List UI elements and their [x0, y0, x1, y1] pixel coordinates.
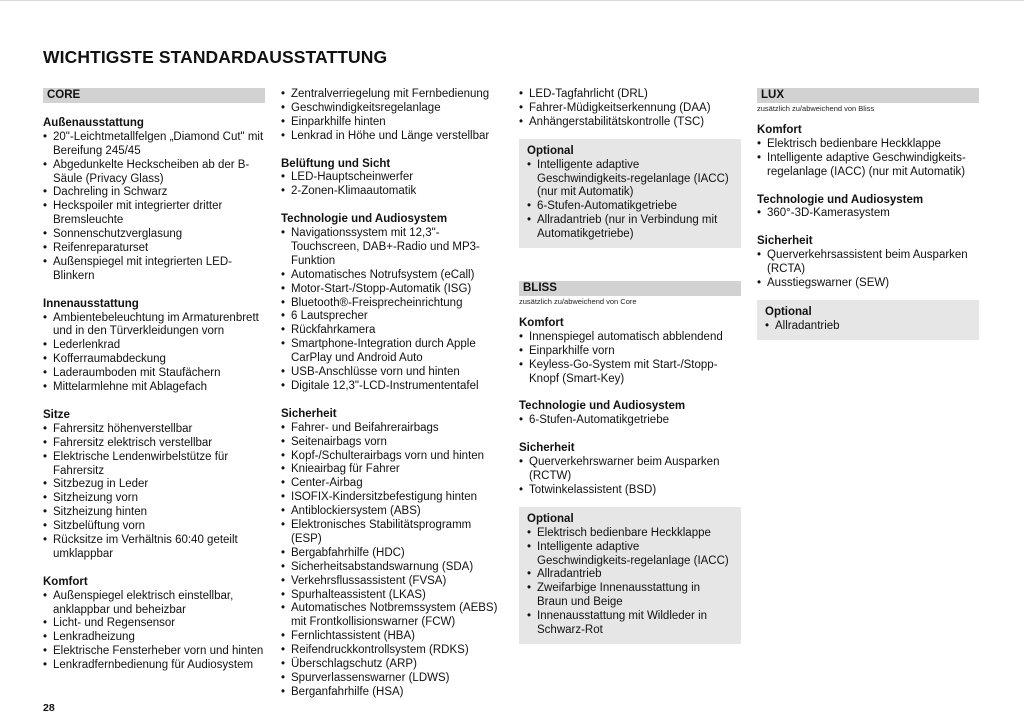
list-item: • Sicherheitsabstandswarnung (SDA): [281, 561, 503, 575]
feature-list: [519, 331, 741, 387]
lux-header: [757, 88, 979, 115]
list-item: • Zweifarbige Innenausstattung in Braun und Beige: [527, 582, 733, 610]
list-item: • Kopf-/Schulterairbags vorn und hinten: [281, 450, 503, 464]
feature-list: [519, 414, 741, 428]
trim-label-core: CORE: [43, 88, 265, 103]
list-item: • Knieairbag für Fahrer: [281, 463, 503, 477]
list-item: • USB-Anschlüsse vorn und hinten: [281, 366, 503, 380]
feature-list: [527, 527, 733, 638]
list-item: • 20"-Leichtmetallfelgen „Diamond Cut" mit Bereifung 245/45: [43, 131, 265, 159]
list-item: • Fahrer- und Beifahrerairbags: [281, 422, 503, 436]
section-heading: Sicherheit: [281, 407, 337, 420]
list-item: • 360°-3D-Kamerasystem: [757, 207, 979, 221]
page-number: 28: [43, 702, 55, 714]
list-item: • Motor-Start-/Stopp-Automatik (ISG): [281, 283, 503, 297]
section-sicherheit: [281, 408, 503, 700]
list-item: • Fahrersitz höhenverstellbar: [43, 423, 265, 437]
list-item: • Ausstiegswarner (SEW): [757, 277, 979, 291]
list-item: • Sitzheizung vorn: [43, 492, 265, 506]
optional-box-core: [519, 139, 741, 248]
list-item: • ISOFIX-Kindersitzbefestigung hinten: [281, 491, 503, 505]
section-heading: Technologie und Audiosystem: [757, 193, 924, 206]
list-item: • 6-Stufen-Automatikgetriebe: [519, 414, 741, 428]
feature-list: [281, 88, 503, 144]
list-item: • Lederlenkrad: [43, 339, 265, 353]
feature-list: [281, 422, 503, 700]
list-item: • Reifenreparaturset: [43, 242, 265, 256]
feature-list: [519, 456, 741, 498]
list-item: • Querverkehrswarner beim Ausparken (RCTW): [519, 456, 741, 484]
list-item: • LED-Hauptscheinwerfer: [281, 171, 503, 185]
list-item: • Allradantrieb: [527, 568, 733, 582]
bliss-header: [519, 281, 741, 308]
list-item: • Lenkradheizung: [43, 631, 265, 645]
list-item: • Antiblockiersystem (ABS): [281, 505, 503, 519]
trim-label-lux: LUX: [757, 88, 979, 103]
list-item: • Einparkhilfe vorn: [519, 345, 741, 359]
list-item: • Intelligente adaptive Geschwindigkeits-regelanlage (IACC) (nur mit Automatik): [757, 152, 979, 180]
list-item: • Überschlagschutz (ARP): [281, 658, 503, 672]
list-item: • Sitzheizung hinten: [43, 506, 265, 520]
list-item: • Sonnenschutzverglasung: [43, 228, 265, 242]
list-item: • Laderaumboden mit Staufächern: [43, 367, 265, 381]
section-heading: Komfort: [519, 317, 564, 330]
list-item: • Anhängerstabilitätskontrolle (TSC): [519, 116, 741, 130]
feature-list: [43, 312, 265, 395]
optional-heading: Optional: [527, 144, 574, 157]
section-sicherheit-continued: [519, 88, 741, 130]
feature-list: [281, 171, 503, 199]
list-item: • Elektrische Lendenwirbelstütze für Fahrersitz: [43, 451, 265, 479]
list-item: • Zentralverriegelung mit Fernbedienung: [281, 88, 503, 102]
section-aussenausstattung: [43, 117, 265, 284]
section-lux-sicherheit: [757, 235, 979, 291]
list-item: • Spurverlassenswarner (LDWS): [281, 672, 503, 686]
list-item: • Fahrer-Müdigkeitserkennung (DAA): [519, 102, 741, 116]
list-item: • Totwinkelassistent (BSD): [519, 484, 741, 498]
section-bliss-sicherheit: [519, 442, 741, 498]
list-item: • Außenspiegel elektrisch einstellbar, anklappbar und beheizbar: [43, 590, 265, 618]
feature-list: [43, 590, 265, 673]
list-item: • 6-Stufen-Automatikgetriebe: [527, 200, 733, 214]
list-item: • Fernlichtassistent (HBA): [281, 630, 503, 644]
section-bliss-komfort: [519, 317, 741, 387]
optional-heading: Optional: [527, 512, 574, 525]
list-item: • Dachreling in Schwarz: [43, 186, 265, 200]
section-bliss-technologie: [519, 400, 741, 428]
trim-note: zusätzlich zu/abweichend von Bliss: [757, 104, 875, 113]
list-item: • Lenkradfernbedienung für Audiosystem: [43, 659, 265, 673]
list-item: • Spurhalteassistent (LKAS): [281, 589, 503, 603]
trim-label-bliss: BLISS: [519, 281, 741, 296]
list-item: • Außenspiegel mit integrierten LED-Blinkern: [43, 256, 265, 284]
list-item: • Innenspiegel automatisch abblendend: [519, 331, 741, 345]
section-lux-technologie: [757, 194, 979, 222]
list-item: • Seitenairbags vorn: [281, 436, 503, 450]
list-item: • Heckspoiler mit integrierter dritter Bremsleuchte: [43, 200, 265, 228]
section-technologie: [281, 213, 503, 394]
feature-list: [757, 207, 979, 221]
list-item: • Sitzbelüftung vorn: [43, 520, 265, 534]
section-heading: Komfort: [757, 124, 802, 136]
list-item: • 2-Zonen-Klimaautomatik: [281, 185, 503, 199]
list-item: • Center-Airbag: [281, 477, 503, 491]
list-item: • Elektrische Fensterheber vorn und hinten: [43, 645, 265, 659]
list-item: • Sitzbezug in Leder: [43, 478, 265, 492]
section-heading: Sitze: [43, 408, 70, 421]
section-heading: Innenausstattung: [43, 297, 139, 310]
list-item: • Innenausstattung mit Wildleder in Schwarz-Rot: [527, 610, 733, 638]
top-rule: [0, 0, 1024, 1]
optional-box-bliss: [519, 507, 741, 644]
feature-list: [765, 320, 971, 334]
section-komfort: [43, 576, 265, 673]
section-heading: Belüftung und Sicht: [281, 157, 391, 170]
feature-list: [43, 131, 265, 284]
list-item: • Berganfahrhilfe (HSA): [281, 686, 503, 700]
list-item: • Allradantrieb: [765, 320, 971, 334]
list-item: • Fahrersitz elektrisch verstellbar: [43, 437, 265, 451]
list-item: • Reifendruckkontrollsystem (RDKS): [281, 644, 503, 658]
list-item: • Digitale 12,3"-LCD-Instrumententafel: [281, 380, 503, 394]
page-title: WICHTIGSTE STANDARDAUSSTATTUNG: [43, 47, 388, 67]
column-4: [757, 88, 979, 340]
list-item: • Automatisches Notbremssystem (AEBS) mit Frontkollisionswarner (FCW): [281, 602, 503, 630]
list-item: • Rücksitze im Verhältnis 60:40 geteilt umklappbar: [43, 534, 265, 562]
section-heading: Technologie und Audiosystem: [281, 213, 448, 226]
feature-list: [43, 423, 265, 562]
trim-note: zusätzlich zu/abweichend von Core: [519, 297, 637, 307]
list-item: • Rückfahrkamera: [281, 324, 503, 338]
feature-list: [281, 227, 503, 394]
optional-heading: Optional: [765, 305, 812, 318]
list-item: • Elektronisches Stabilitätsprogramm (ESP): [281, 519, 503, 547]
list-item: • Ambientebeleuchtung im Armaturenbrett und in den Türverkleidungen vorn: [43, 312, 265, 340]
list-item: • Abgedunkelte Heckscheiben ab der B-Säule (Privacy Glass): [43, 159, 265, 187]
list-item: • Bergabfahrhilfe (HDC): [281, 547, 503, 561]
list-item: • Bluetooth®-Freisprecheinrichtung: [281, 297, 503, 311]
list-item: • Elektrisch bedienbare Heckklappe: [527, 527, 733, 541]
section-sitze: [43, 409, 265, 562]
list-item: • Keyless-Go-System mit Start-/Stopp-Knopf (Smart-Key): [519, 359, 741, 387]
list-item: • Querverkehrsassistent beim Ausparken (RCTA): [757, 249, 979, 277]
list-item: • Navigationssystem mit 12,3"-Touchscreen, DAB+-Radio und MP3-Funktion: [281, 227, 503, 269]
list-item: • Elektrisch bedienbare Heckklappe: [757, 138, 979, 152]
column-1: [43, 88, 265, 673]
feature-list: [527, 159, 733, 242]
list-item: • Intelligente adaptive Geschwindigkeits-regelanlage (IACC): [527, 541, 733, 569]
column-2: [281, 88, 503, 700]
section-belueftung: [281, 158, 503, 200]
section-lux-komfort: [757, 124, 979, 180]
section-innenausstattung: [43, 298, 265, 395]
list-item: • Allradantrieb (nur in Verbindung mit Automatikgetriebe): [527, 214, 733, 242]
list-item: • Smartphone-Integration durch Apple CarPlay und Android Auto: [281, 338, 503, 366]
list-item: • Automatisches Notrufsystem (eCall): [281, 269, 503, 283]
section-heading: Sicherheit: [519, 442, 575, 455]
list-item: • Einparkhilfe hinten: [281, 116, 503, 130]
list-item: • Intelligente adaptive Geschwindigkeits-regelanlage (IACC) (nur mit Automatik): [527, 159, 733, 201]
list-item: • LED-Tagfahrlicht (DRL): [519, 88, 741, 102]
list-item: • Mittelarmlehne mit Ablagefach: [43, 381, 265, 395]
feature-list: [757, 138, 979, 180]
list-item: • Verkehrsflussassistent (FVSA): [281, 575, 503, 589]
section-heading: Außenausstattung: [43, 116, 144, 129]
section-heading: Sicherheit: [757, 235, 813, 248]
list-item: • Licht- und Regensensor: [43, 617, 265, 631]
section-heading: Komfort: [43, 575, 88, 588]
feature-list: [519, 88, 741, 130]
column-3: [519, 88, 741, 644]
list-item: • 6 Lautsprecher: [281, 310, 503, 324]
list-item: • Geschwindigkeitsregelanlage: [281, 102, 503, 116]
section-heading: Technologie und Audiosystem: [519, 400, 686, 413]
list-item: • Lenkrad in Höhe und Länge verstellbar: [281, 130, 503, 144]
feature-list: [757, 249, 979, 291]
list-item: • Kofferraumabdeckung: [43, 353, 265, 367]
section-komfort-continued: [281, 88, 503, 144]
optional-box-lux: [757, 300, 979, 340]
